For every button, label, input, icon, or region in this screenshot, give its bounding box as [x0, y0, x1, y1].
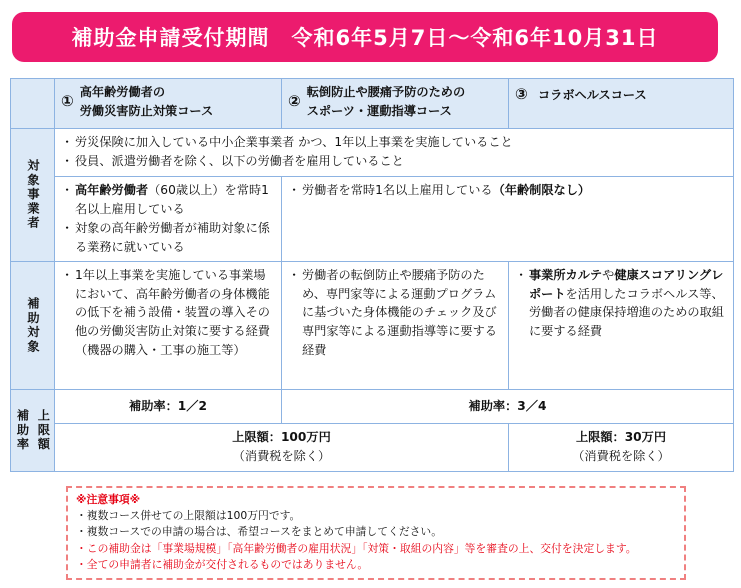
- period-banner: [12, 12, 718, 62]
- caution-box: [66, 486, 686, 580]
- target-worker-bold: （年齢制限なし）: [492, 183, 591, 197]
- target-worker-text: 労働者を常時1名以上雇用している: [302, 183, 493, 197]
- caution-title: ※注意事項※: [76, 493, 141, 506]
- cap-course-3: [509, 423, 734, 471]
- header-course-1: [55, 79, 282, 129]
- subject-course-2-cell: ・ 労働者の転倒防止や腰痛予防のため、専門家等による運動プログラムに基づいた身体機能のチェック及び専門家等による運動指導等に要する経費: [282, 261, 509, 389]
- target-detail-row: [11, 177, 734, 262]
- course-2-number: ②: [288, 92, 301, 111]
- cap-30-note: （消費税を除く）: [572, 449, 670, 464]
- course-1-line2: 労働災害防止対策コース: [79, 103, 214, 118]
- subsidy-table: [10, 78, 734, 472]
- subject-label-cell: [11, 261, 55, 389]
- course-1-line1: 高年齢労働者の: [79, 85, 166, 99]
- caution-line-1: ・複数コース併せての上限額は100万円です。: [76, 509, 301, 523]
- subject-label: 補助対象: [25, 296, 40, 354]
- header-corner: [11, 79, 55, 129]
- subject-report-bold: 健康スコアリングレポート: [529, 267, 724, 301]
- target-common-1: 労災保険に加入している中小企業事業者 かつ、1年以上事業を実施していること: [75, 135, 513, 149]
- limit-label-rate: 補助率: [15, 408, 30, 452]
- rate-row: [11, 389, 734, 423]
- target-elderly-rest: （60歳以上）を常時1名以上雇用している: [75, 183, 269, 216]
- course-1-number: ①: [61, 92, 74, 111]
- cap-100: 上限額：100万円: [232, 430, 331, 445]
- caution-line-2: ・複数コースでの申請の場合は、希望コースをまとめて申請してください。: [76, 525, 443, 539]
- subject-course-3-mid: や: [602, 267, 615, 282]
- caution-line-3: ・この補助金は「事業場規模」「高年齢労働者の雇用状況」「対策・取組の内容」等を審査の上、交付を決定します。: [76, 541, 637, 555]
- subject-course-3-rest: を活用したコラボヘルス等、労働者の健康保持増進のための取組に要する経費: [529, 286, 724, 339]
- caution-line-4: ・全ての申請者に補助金が交付されるものではありません。: [76, 557, 369, 571]
- target-common-cell: ・ 労災保険に加入している中小企業事業者 かつ、1年以上事業を実施していること ・ 役員、派遣労働者を除く、以下の労働者を雇用していること: [55, 129, 734, 177]
- rate-three-quarters: 補助率：3／4: [468, 398, 547, 413]
- target-common-row: [11, 129, 734, 177]
- target-course-1-cell: ・ 高年齢労働者（60歳以上）を常時1名以上雇用している ・ 対象の高年齢労働者が補助対象に係る業務に就いている: [55, 177, 282, 262]
- course-3-number: ③: [515, 85, 528, 103]
- cap-30: 上限額：30万円: [575, 430, 667, 445]
- cap-course-12: [55, 423, 509, 471]
- target-elderly-duty: 対象の高年齢労働者が補助対象に係る業務に就いている: [75, 220, 270, 254]
- rate-half: 補助率：1／2: [129, 398, 207, 413]
- course-2-line2: スポーツ・運動指導コース: [306, 103, 452, 118]
- rate-course-1: [55, 389, 282, 423]
- banner-title: 補助金申請受付期間 令和6年5月7日～令和6年10月31日: [71, 26, 659, 50]
- course-3-label: コラボヘルスコース: [537, 88, 647, 102]
- subject-karte-bold: 事業所カルテ: [529, 267, 603, 282]
- limit-label-cell: [11, 389, 55, 471]
- cap-row: [11, 423, 734, 471]
- subject-course-2-text: 労働者の転倒防止や腰痛予防のため、専門家等による運動プログラムに基づいた身体機能のチェック及び専門家等による運動指導等に要する経費: [302, 267, 497, 358]
- target-label-cell: [11, 129, 55, 262]
- course-2-line1: 転倒防止や腰痛予防のための: [306, 85, 466, 99]
- target-course-23-cell: ・ 労働者を常時1名以上雇用している（年齢制限なし）: [282, 177, 734, 262]
- rate-course-23: [282, 389, 734, 423]
- subject-row: [11, 261, 734, 389]
- target-elderly-bold: 高年齢労働者: [75, 183, 149, 197]
- subject-course-1-cell: ・ 1年以上事業を実施している事業場において、高年齢労働者の身体機能の低下を補う設備・装置の導入その他の労働災害防止対策に要する経費（機器の購入・工事の施工等）: [55, 261, 282, 389]
- target-label: 対象事業者: [25, 159, 40, 231]
- limit-label-cap: 上限額: [36, 408, 51, 452]
- target-common-2: 役員、派遣労働者を除く、以下の労働者を雇用していること: [75, 153, 404, 168]
- subject-course-1-text: 1年以上事業を実施している事業場において、高年齢労働者の身体機能の低下を補う設備・装置の導入その他の労働災害防止対策に要する経費（機器の購入・工事の施工等）: [75, 267, 270, 358]
- header-course-3: [509, 79, 734, 129]
- header-row: [11, 79, 734, 129]
- header-course-2: [282, 79, 509, 129]
- subject-course-3-cell: ・ 事業所カルテや健康スコアリングレポートを活用したコラボヘルス等、労働者の健康保持増進のための取組に要する経費: [509, 261, 734, 389]
- cap-100-note: （消費税を除く）: [232, 449, 331, 464]
